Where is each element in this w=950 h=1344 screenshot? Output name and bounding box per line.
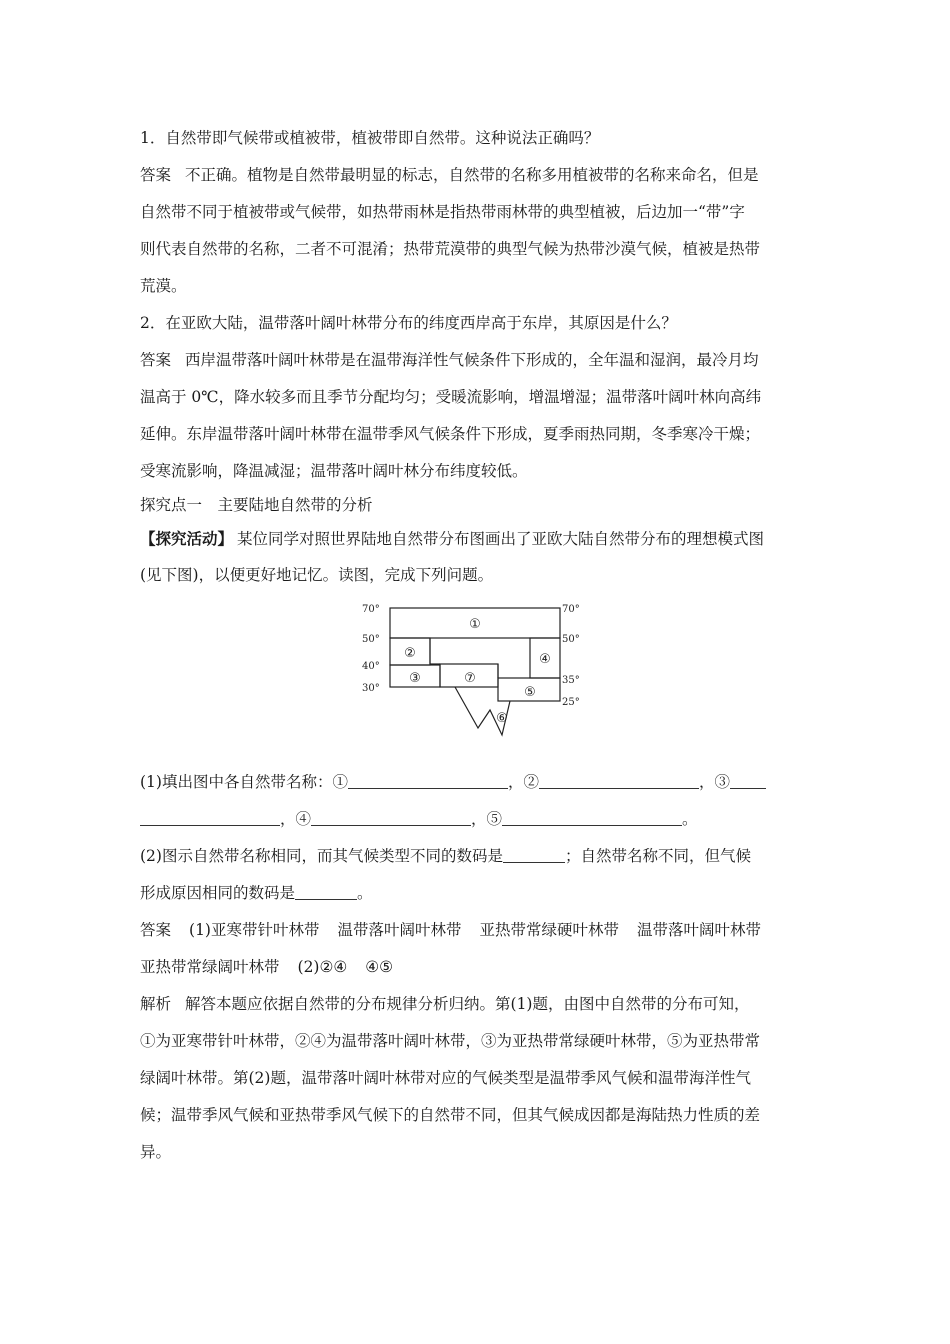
answer-line: 答案 (1)亚寒带针叶林带 温带落叶阔叶林带 亚热带常绿硬叶林带 温带落叶阔叶林带 [140,912,812,949]
question-2: 2．在亚欧大陆，温带落叶阔叶林带分布的纬度西岸高于东岸，其原因是什么？ [140,314,677,332]
activity-label: 【探究活动】 [140,529,234,548]
analysis-line: ①为亚寒带针叶林带，②④为温带落叶阔叶林带，③为亚热带常绿硬叶林带，⑤为亚热带常 [140,1032,761,1050]
document-page [140,120,812,1171]
zone-label: ① [469,617,481,632]
lat-label-right: 70° [562,604,580,615]
natural-zone-diagram [140,598,812,758]
answer-2-line: 受寒流影响，降温减湿；温带落叶阔叶林分布纬度较低。 [140,462,528,480]
answer-line: 亚热带常绿阔叶林带 (2)②④ ④⑤ [140,958,394,976]
zone-label: ⑥ [496,711,508,726]
blank-2[interactable] [539,773,699,790]
answer-label: 答案 [140,921,172,939]
lat-label-left: 40° [362,661,380,672]
blank-3[interactable] [730,773,766,790]
answer-1-line: 自然带不同于植被带或气候带，如热带雨林是指热带雨林带的典型植被，后边加一“带”字 [140,203,745,221]
answer-label: 答案 [140,351,172,369]
zone-label: ③ [409,671,421,686]
lat-label-left: 30° [362,683,380,694]
analysis-line: 解析 解答本题应依据自然带的分布规律分析归纳。第(1)题，由图中自然带的分布可知， [140,986,812,1023]
zone-label: ⑦ [464,671,476,686]
sub-question-1: (1)填出图中各自然带名称：① ，② ，③ [140,764,812,801]
answer-2-line: 延伸。东岸温带落叶阔叶林带在温带季风气候条件下形成，夏季雨热同期，冬季寒冷干燥； [140,425,761,443]
analysis-line: 异。 [140,1143,172,1161]
blank-1[interactable] [348,773,508,790]
sub-question-2-cont: 形成原因相同的数码是 。 [140,884,373,902]
blank-7[interactable] [295,884,357,901]
sub-question-1-cont: ，④ ，⑤ 。 [140,801,812,838]
section-title: 探究点一 主要陆地自然带的分析 [140,496,373,514]
lat-label-left: 50° [362,634,380,645]
lat-label-right: 25° [562,697,580,708]
answer-2-line: 答案 西岸温带落叶阔叶林带是在温带海洋性气候条件下形成的，全年温和湿润，最冷月均 [140,342,812,379]
blank-3-cont[interactable] [140,810,280,827]
answer-2-line: 温高于 0℃，降水较多而且季节分配均匀；受暖流影响，增温增湿；温带落叶阔叶林向高纬 [140,388,762,406]
blank-5[interactable] [502,810,682,827]
zone-diagram-svg [360,598,580,758]
analysis-line: 绿阔叶林带。第(2)题，温带落叶阔叶林带对应的气候类型是温带季风气候和温带海洋性气 [140,1069,751,1087]
activity-line: 【探究活动】 某位同学对照世界陆地自然带分布图画出了亚欧大陆自然带分布的理想模式图 [140,529,765,548]
sub-question-2: (2)图示自然带名称相同，而其气候类型不同的数码是 ；自然带名称不同，但气候 [140,847,751,865]
lat-label-right: 35° [562,675,580,686]
answer-1-line: 荒漠。 [140,277,187,295]
lat-label-left: 70° [362,604,380,615]
lat-label-right: 50° [562,634,580,645]
answer-1-line: 答案 不正确。植物是自然带最明显的标志，自然带的名称多用植被带的名称来命名，但是 [140,157,812,194]
blank-6[interactable] [503,847,565,864]
zone-label: ④ [539,652,551,667]
analysis-line: 候；温带季风气候和亚热带季风气候下的自然带不同，但其气候成因都是海陆热力性质的差 [140,1106,761,1124]
answer-1-line: 则代表自然带的名称，二者不可混淆；热带荒漠带的典型气候为热带沙漠气候，植被是热带 [140,240,761,258]
answer-label: 答案 [140,166,172,184]
activity-line: (见下图)，以便更好地记忆。读图，完成下列问题。 [140,566,494,584]
blank-4[interactable] [311,810,471,827]
analysis-label: 解析 [140,995,172,1013]
question-1: 1．自然带即气候带或植被带，植被带即自然带。这种说法正确吗？ [140,129,600,147]
zone-label: ⑤ [524,685,536,700]
zone-label: ② [404,646,416,661]
